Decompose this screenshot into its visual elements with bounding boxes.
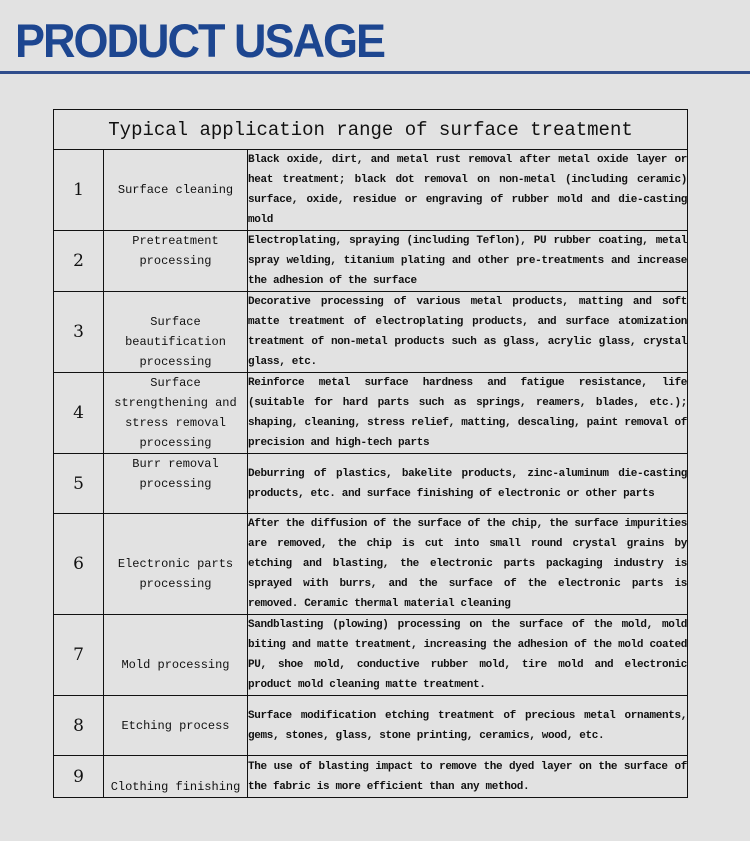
application-name: Surface cleaning (104, 150, 248, 231)
application-name: Surface beautification processing (104, 292, 248, 373)
table-caption: Typical application range of surface treatment (54, 110, 688, 150)
application-description: Surface modification etching treatment of precious metal ornaments, gems, stones, glass, stone printing, ceramics, wood, etc. (248, 696, 688, 756)
table-row (54, 756, 688, 798)
title-divider (0, 71, 750, 74)
application-name: Pretreatment processing (104, 231, 248, 292)
table-row (54, 231, 688, 292)
application-name: Clothing finishing (104, 756, 248, 798)
row-number: 4 (54, 373, 104, 454)
row-number: 2 (54, 231, 104, 292)
application-name: Burr removal processing (104, 454, 248, 514)
row-number: 5 (54, 454, 104, 514)
application-description: Sandblasting (plowing) processing on the surface of the mold, mold biting and matte treatment, increasing the adhesion of the mold coated PU, shoe mold, conductive rubber mold, tire mold and electronic product mold cleaning matte treatment. (248, 615, 688, 696)
table-row (54, 373, 688, 454)
application-description: Reinforce metal surface hardness and fatigue resistance, life (suitable for hard parts such as springs, reamers, blades, etc.); shaping, cleaning, stress relief, matting, descaling, paint removal of precision and high-tech parts (248, 373, 688, 454)
row-number: 6 (54, 514, 104, 615)
application-name: Surface strengthening and stress removal processing (104, 373, 248, 454)
application-name: Electronic parts processing (104, 514, 248, 615)
application-name: Mold processing (104, 615, 248, 696)
table-row (54, 696, 688, 756)
page-title: PRODUCT USAGE (15, 14, 385, 68)
row-number: 1 (54, 150, 104, 231)
application-description: The use of blasting impact to remove the dyed layer on the surface of the fabric is more efficient than any method. (248, 756, 688, 798)
application-description: Electroplating, spraying (including Teflon), PU rubber coating, metal spray welding, titanium plating and other pre-treatments and increase the adhesion of the surface (248, 231, 688, 292)
table-row (54, 150, 688, 231)
surface-treatment-table (53, 109, 688, 798)
table-row (54, 514, 688, 615)
row-number: 7 (54, 615, 104, 696)
table-row (54, 454, 688, 514)
table-caption-row (54, 110, 688, 150)
row-number: 8 (54, 696, 104, 756)
application-description: After the diffusion of the surface of the chip, the surface impurities are removed, the chip is cut into small round crystal grains by etching and blasting, the electronic parts packaging industry is sprayed with burrs, and the surface of the electronic parts is removed. Ceramic thermal material cleaning (248, 514, 688, 615)
application-name: Etching process (104, 696, 248, 756)
application-description: Deburring of plastics, bakelite products, zinc-aluminum die-casting products, etc. and surface finishing of electronic or other parts (248, 454, 688, 514)
row-number: 9 (54, 756, 104, 798)
application-description: Black oxide, dirt, and metal rust removal after metal oxide layer or heat treatment; black dot removal on non-metal (including ceramic) surface, oxide, residue or engraving of rubber mold and die-casting mold (248, 150, 688, 231)
application-description: Decorative processing of various metal products, matting and soft matte treatment of electroplating products, and surface atomization treatment of non-metal products such as glass, acrylic glass, crystal glass, etc. (248, 292, 688, 373)
row-number: 3 (54, 292, 104, 373)
table-row (54, 615, 688, 696)
table-row (54, 292, 688, 373)
